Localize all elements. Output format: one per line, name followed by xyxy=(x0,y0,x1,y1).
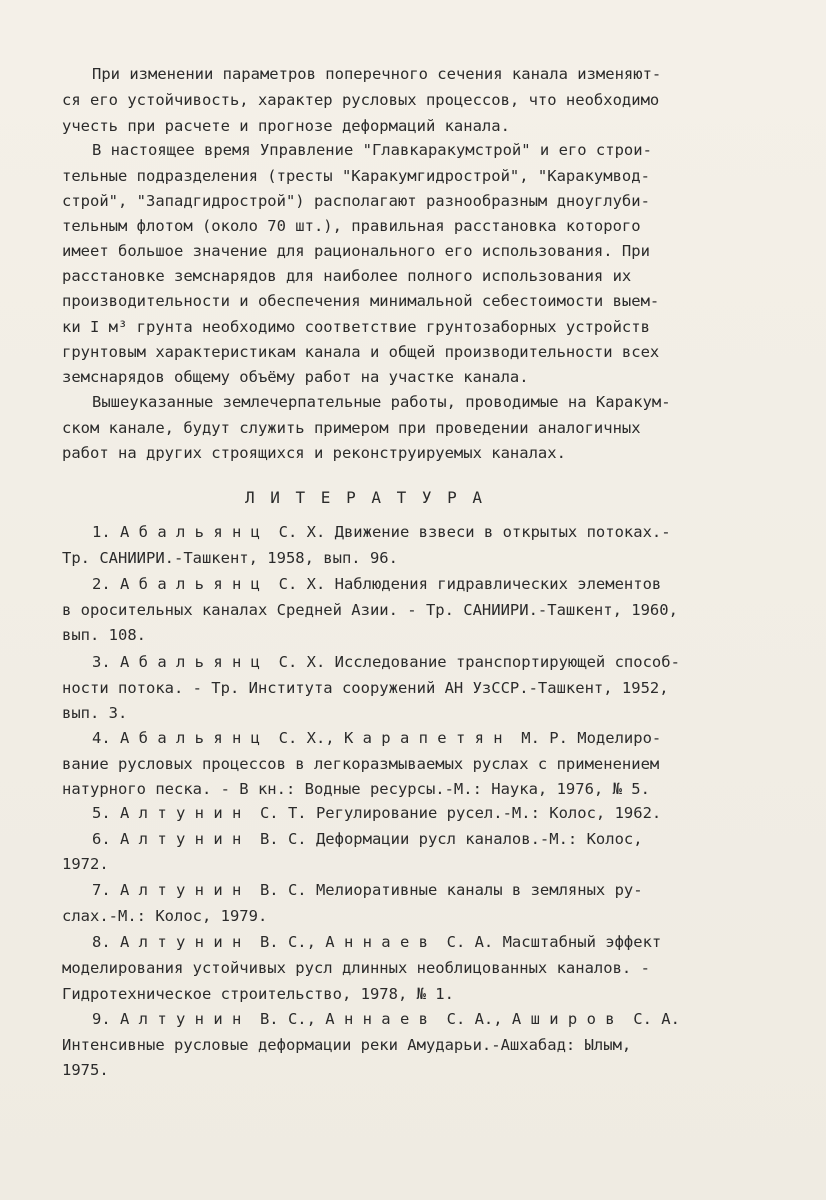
reference-line: вып. 108. xyxy=(62,626,146,644)
reference-line: Гидротехническое строительство, 1978, № 1. xyxy=(62,985,454,1003)
reference-line: 7. А л т у н и н В. С. Мелиоративные каналы в земляных ру- xyxy=(92,881,643,899)
reference-line: вание русловых процессов в легкоразмываемых руслах с применением xyxy=(62,755,660,773)
body-line: производительности и обеспечения минимальной себестоимости выем- xyxy=(62,292,660,310)
reference-line: 1975. xyxy=(62,1061,109,1079)
body-line: Вышеуказанные землечерпательные работы, проводимые на Каракум- xyxy=(92,393,671,411)
body-line: При изменении параметров поперечного сечения канала изменяют- xyxy=(92,65,662,83)
body-line: тельным флотом (около 70 шт.), правильная расстановка которого xyxy=(62,217,641,235)
body-line: имеет большое значение для рационального его использования. При xyxy=(62,242,650,260)
reference-line: вып. 3. xyxy=(62,704,128,722)
body-line: строй", "Западгидрострой") располагают разнообразным дноуглуби- xyxy=(62,192,650,210)
reference-line: 4. А б а л ь я н ц С. Х., К а р а п е т я н М. Р. Моделиро- xyxy=(92,729,662,747)
body-line: расстановке земснарядов для наиболее полного использования их xyxy=(62,267,632,285)
reference-line: натурного песка. - В кн.: Водные ресурсы.-М.: Наука, 1976, № 5. xyxy=(62,780,650,798)
body-line: грунтовым характеристикам канала и общей производительности всех xyxy=(62,343,660,361)
reference-line: Интенсивные русловые деформации реки Амударьи.-Ашхабад: Ылым, xyxy=(62,1036,632,1054)
body-line: работ на других строящихся и реконструируемых каналах. xyxy=(62,444,566,462)
body-line: ся его устойчивость, характер русловых процессов, что необходимо xyxy=(62,91,660,109)
reference-line: 2. А б а л ь я н ц С. Х. Наблюдения гидравлических элементов xyxy=(92,575,662,593)
reference-line: 5. А л т у н и н С. Т. Регулирование русел.-М.: Колос, 1962. xyxy=(92,804,662,822)
reference-line: 1. А б а л ь я н ц С. Х. Движение взвеси в открытых потоках.- xyxy=(92,523,671,541)
body-line: земснарядов общему объёму работ на участке канала. xyxy=(62,368,529,386)
body-line: В настоящее время Управление "Главкаракумстрой" и его строи- xyxy=(92,141,652,159)
body-line: ском канале, будут служить примером при проведении аналогичных xyxy=(62,419,641,437)
reference-line: ности потока. - Тр. Института сооружений АН УзССР.-Ташкент, 1952, xyxy=(62,679,669,697)
reference-line: в оросительных каналах Средней Азии. - Тр. САНИИРИ.-Ташкент, 1960, xyxy=(62,601,678,619)
body-line: учесть при расчете и прогнозе деформаций канала. xyxy=(62,117,510,135)
reference-line: 3. А б а л ь я н ц С. Х. Исследование транспортирующей способ- xyxy=(92,653,680,671)
reference-line: 1972. xyxy=(62,855,109,873)
reference-line: 9. А л т у н и н В. С., А н н а е в С. А., А ш и р о в С. А. xyxy=(92,1010,680,1028)
body-line: ки I м³ грунта необходимо соответствие грунтозаборных устройств xyxy=(62,318,650,336)
literature-heading: Л И Т Е Р А Т У Р А xyxy=(245,488,486,507)
body-line: тельные подразделения (тресты "Каракумгидрострой", "Каракумвод- xyxy=(62,167,650,185)
reference-line: 6. А л т у н и н В. С. Деформации русл каналов.-М.: Колос, xyxy=(92,830,643,848)
reference-line: слах.-М.: Колос, 1979. xyxy=(62,907,268,925)
reference-line: 8. А л т у н и н В. С., А н н а е в С. А. Масштабный эффект xyxy=(92,933,662,951)
reference-line: моделирования устойчивых русл длинных необлицованных каналов. - xyxy=(62,959,650,977)
reference-line: Тр. САНИИРИ.-Ташкент, 1958, вып. 96. xyxy=(62,549,398,567)
